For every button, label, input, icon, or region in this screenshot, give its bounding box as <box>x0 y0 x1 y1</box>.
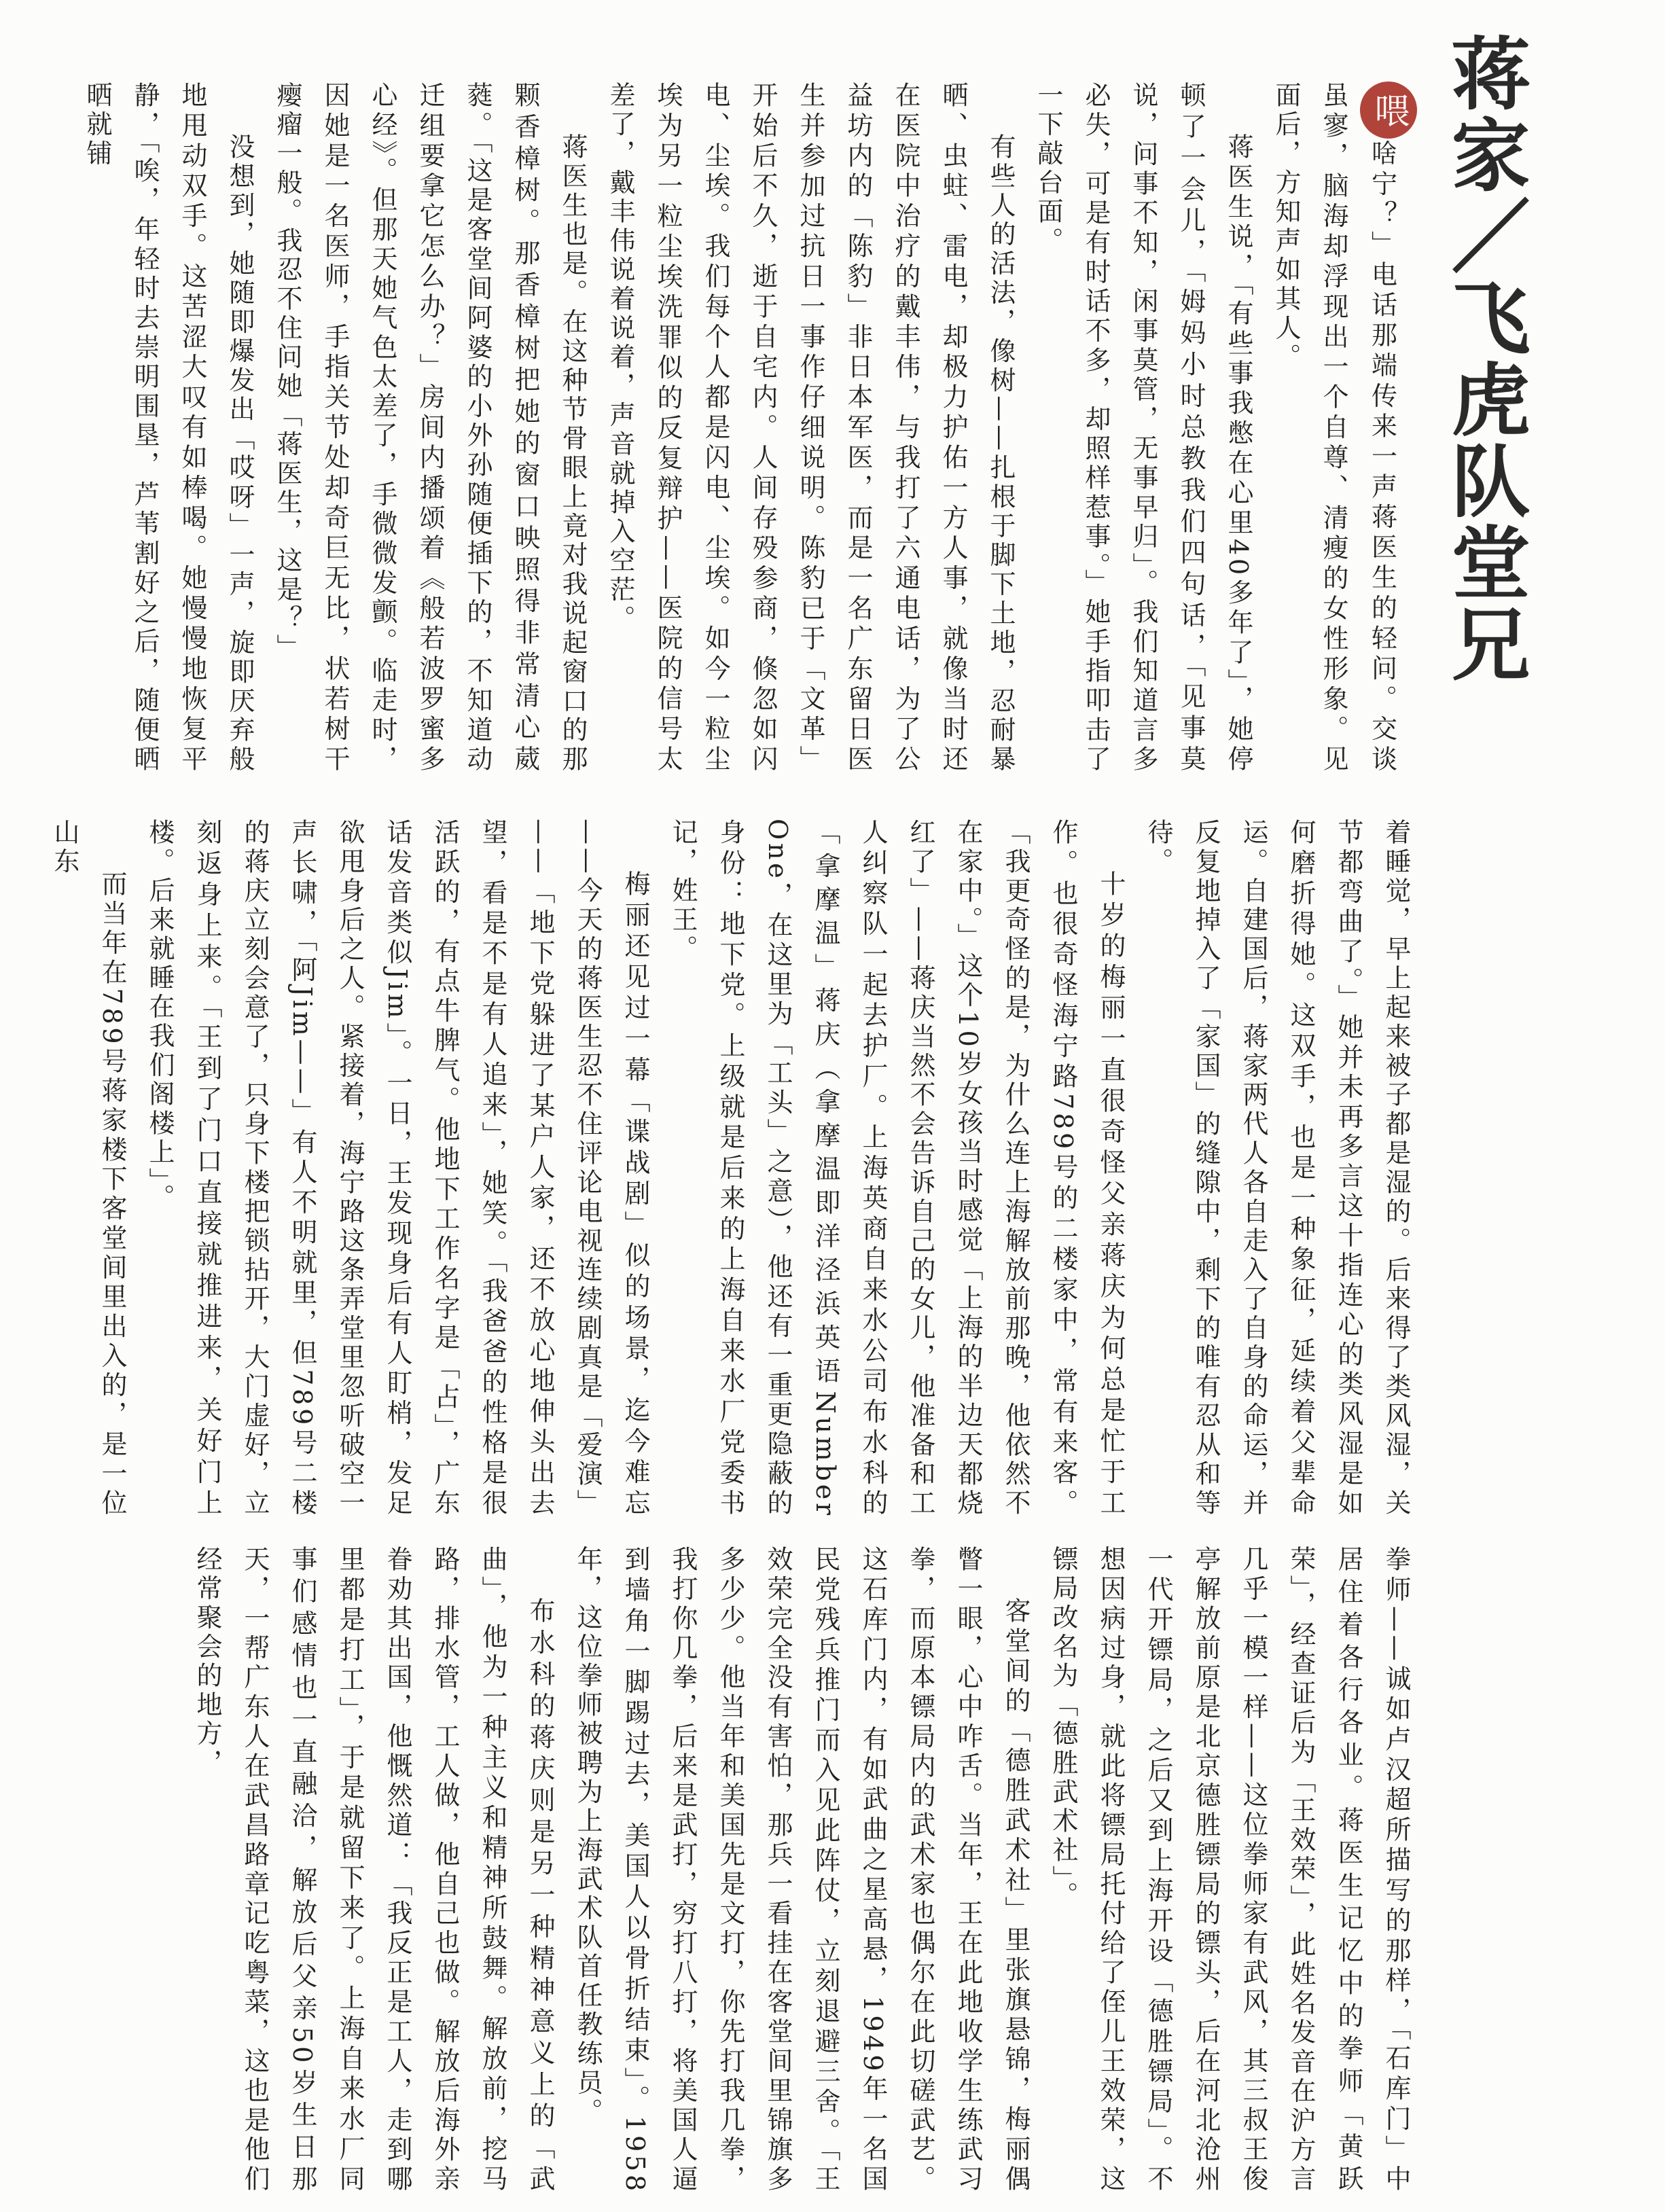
text-block-middle <box>50 819 1420 1518</box>
paragraph: 布水科的蒋庆则是另一种精神意义上的「武曲」，他为一种主义和精神所鼓舞。解放前，挖马路，排水管，工人做，他自己也做。解放后海外亲眷劝其出国，他慨然道：「我反正是工人，走到哪里都是打工」，于是就留下来了。上海自来水厂同事们感情也一直融洽，解放后父亲50岁生日那天，一帮广东人在武昌路章记吃粤菜，这也是他们经常聚会的地方， <box>192 1546 555 2194</box>
paragraph: 蒋医生说，「有些事我憋在心里40多年了」，她停顿了一会儿，「姆妈小时总教我们四句话，「见事莫说，问事不知，闲事莫管，无事早归」。我们知道言多必失，可是有时话不多，却照样惹事。」她手指叩击了一下敲台面。 <box>1033 82 1253 774</box>
text-block-top <box>82 82 1420 774</box>
paragraph: 梅丽还见过一幕「谍战剧」似的场景，迄今难忘——今天的蒋医生忍不住评论电视连续剧真是「爱演」——「地下党躲进了某户人家，还不放心地伸头出去望，看是不是有人追来」，她笑。「我爸爸的性格是很活跃的，有点牛脾气。他地下工作名字是「占」，广东话发音类似Jim」。一日，王发现身后有人盯梢，发足欲甩身后之人。紧接着，海宁路这条弄堂里忽听破空一声长啸，「阿Jim——」有人不明就里，但789号二楼的蒋庆立刻会意了，只身下楼把锁拈开，大门虚好，立刻返身上来。「王到了门口直接就推进来，关好门上楼。后来就睡在我们阁楼上」。 <box>145 819 650 1518</box>
paragraph: 客堂间的「德胜武术社」里张旗悬锦，梅丽偶瞥一眼，心中咋舌。当年，王在此地收学生练武习拳，而原本镖局内的武术家也偶尔在此切磋武艺。这石库门内，有如武曲之星高悬，1949年一名国民党残兵推门而入见此阵仗，立刻退避三舍。「王效荣完全没有害怕，那兵一看挂在客堂间里锦旗多多少少。他当年和美国先是文打，你先打我几拳，我打你几拳，后来是武打，穷打八打，将美国人逼到墙角一脚踢过去，美国人以骨折结束」。1958年，这位拳师被聘为上海武术队首任教练员。 <box>573 1546 1031 2194</box>
opening-text: 啥宁？」电话那端传来一声蒋医生的轻问。交谈虽寥，脑海却浮现出一个自尊、清瘦的女性形象。见面后，方知声如其人。 <box>1271 82 1397 774</box>
text-column-top <box>73 82 1420 774</box>
text-block-bottom <box>170 1546 1420 2194</box>
paragraph: 十岁的梅丽一直很奇怪父亲蒋庆为何总是忙于工作。也很奇怪海宁路789号的二楼家中，常有来客。「我更奇怪的是，为什么连上海解放前那晚，他依然不在家中。」这个10岁女孩当时感觉「上海的半边天都烧红了」——蒋庆当然不会告诉自己的女儿，他准备和工人纠察队一起去护厂。上海英商自来水公司布水科的「拿摩温」蒋庆（拿摩温即洋泾浜英语Number One，在这里为「工头」之意），他还有一重更隐蔽的身份：地下党。上级就是后来的上海自来水厂党委书记，姓王。 <box>668 819 1126 1518</box>
paragraph: 拳师——诚如卢汉超所描写的那样，「石库门」中居住着各行各业。蒋医生记忆中的拳师「黄跃荣」，经查证后为「王效荣」，此姓名发音在沪方言几乎一模一样——这位拳师家有武风，其三叔王俊亭解放前原是北京德胜镖局的镖头，后在河北沧州一代开镖局，之后又到上海开设「德胜镖局」。不想因病过身，就此将镖局托付给了侄儿王效荣，这镖局改名为「德胜武术社」。 <box>1048 1546 1411 2194</box>
text-column-bottom <box>183 1546 1420 2194</box>
article-title-text: 蒋家／飞虎队堂兄 <box>1438 33 1530 685</box>
paragraph: 有些人的活法，像树——扎根于脚下土地，忍耐暴晒、虫蛀、雷电，却极力护佑一方人事，就像当时还在医院中治疗的戴丰伟，与我打了六通电话，为了公益坊内的「陈豹」非日本军医，而是一名广东留日医生并参加过抗日一事作仔细说明。陈豹已于「文革」开始后不久，逝于自宅内。人间存殁参商，倏忽如闪电、尘埃。我们每个人都是闪电、尘埃。如今一粒尘埃为另一粒尘埃洗罪似的反复辩护——医院的信号太差了，戴丰伟说着说着，声音就掉入空茫。 <box>605 82 1016 774</box>
paragraph: 而当年在789号蒋家楼下客堂间里出入的，是一位山东 <box>50 819 127 1518</box>
paragraph: 蒋医生也是。在这种节骨眼上竟对我说起窗口的那颗香樟树。那香樟树把她的窗口映照得非常清心葳蕤。「这是客堂间阿婆的小外孙随便插下的，不知道动迁组要拿它怎么办？」房间内播颂着《般若波罗蜜多心经》。但那天她气色太差了，手微微发颤。临走时，因她是一名医师，手指关节处却奇巨无比，状若树干瘿瘤一般。我忍不住问她「蒋医生，这是？」 <box>272 82 588 774</box>
paragraph: 没想到，她随即爆发出「哎呀」一声，旋即厌弃般地甩动双手。这苦涩大叹有如棒喝。她慢慢地恢复平静，「唉，年轻时去崇明围垦，芦苇割好之后，随便晒晒就铺 <box>82 82 255 774</box>
article-title <box>1438 33 1535 685</box>
paragraph: 着睡觉，早上起来被子都是湿的。后来得了类风湿，关节都弯曲了。」她并未再多言这十指连心的类风湿是如何磨折得她。这双手，也是一种象征，延续着父辈命运。自建国后，蒋家两代人各自走入了自身的命运，并反复地掉入了「家国」的缝隙中，剩下的唯有忍从和等待。 <box>1143 819 1411 1518</box>
badge-hello: 喂 <box>1360 82 1417 139</box>
opening-paragraph <box>1262 82 1420 774</box>
text-column-middle <box>41 819 1420 1518</box>
